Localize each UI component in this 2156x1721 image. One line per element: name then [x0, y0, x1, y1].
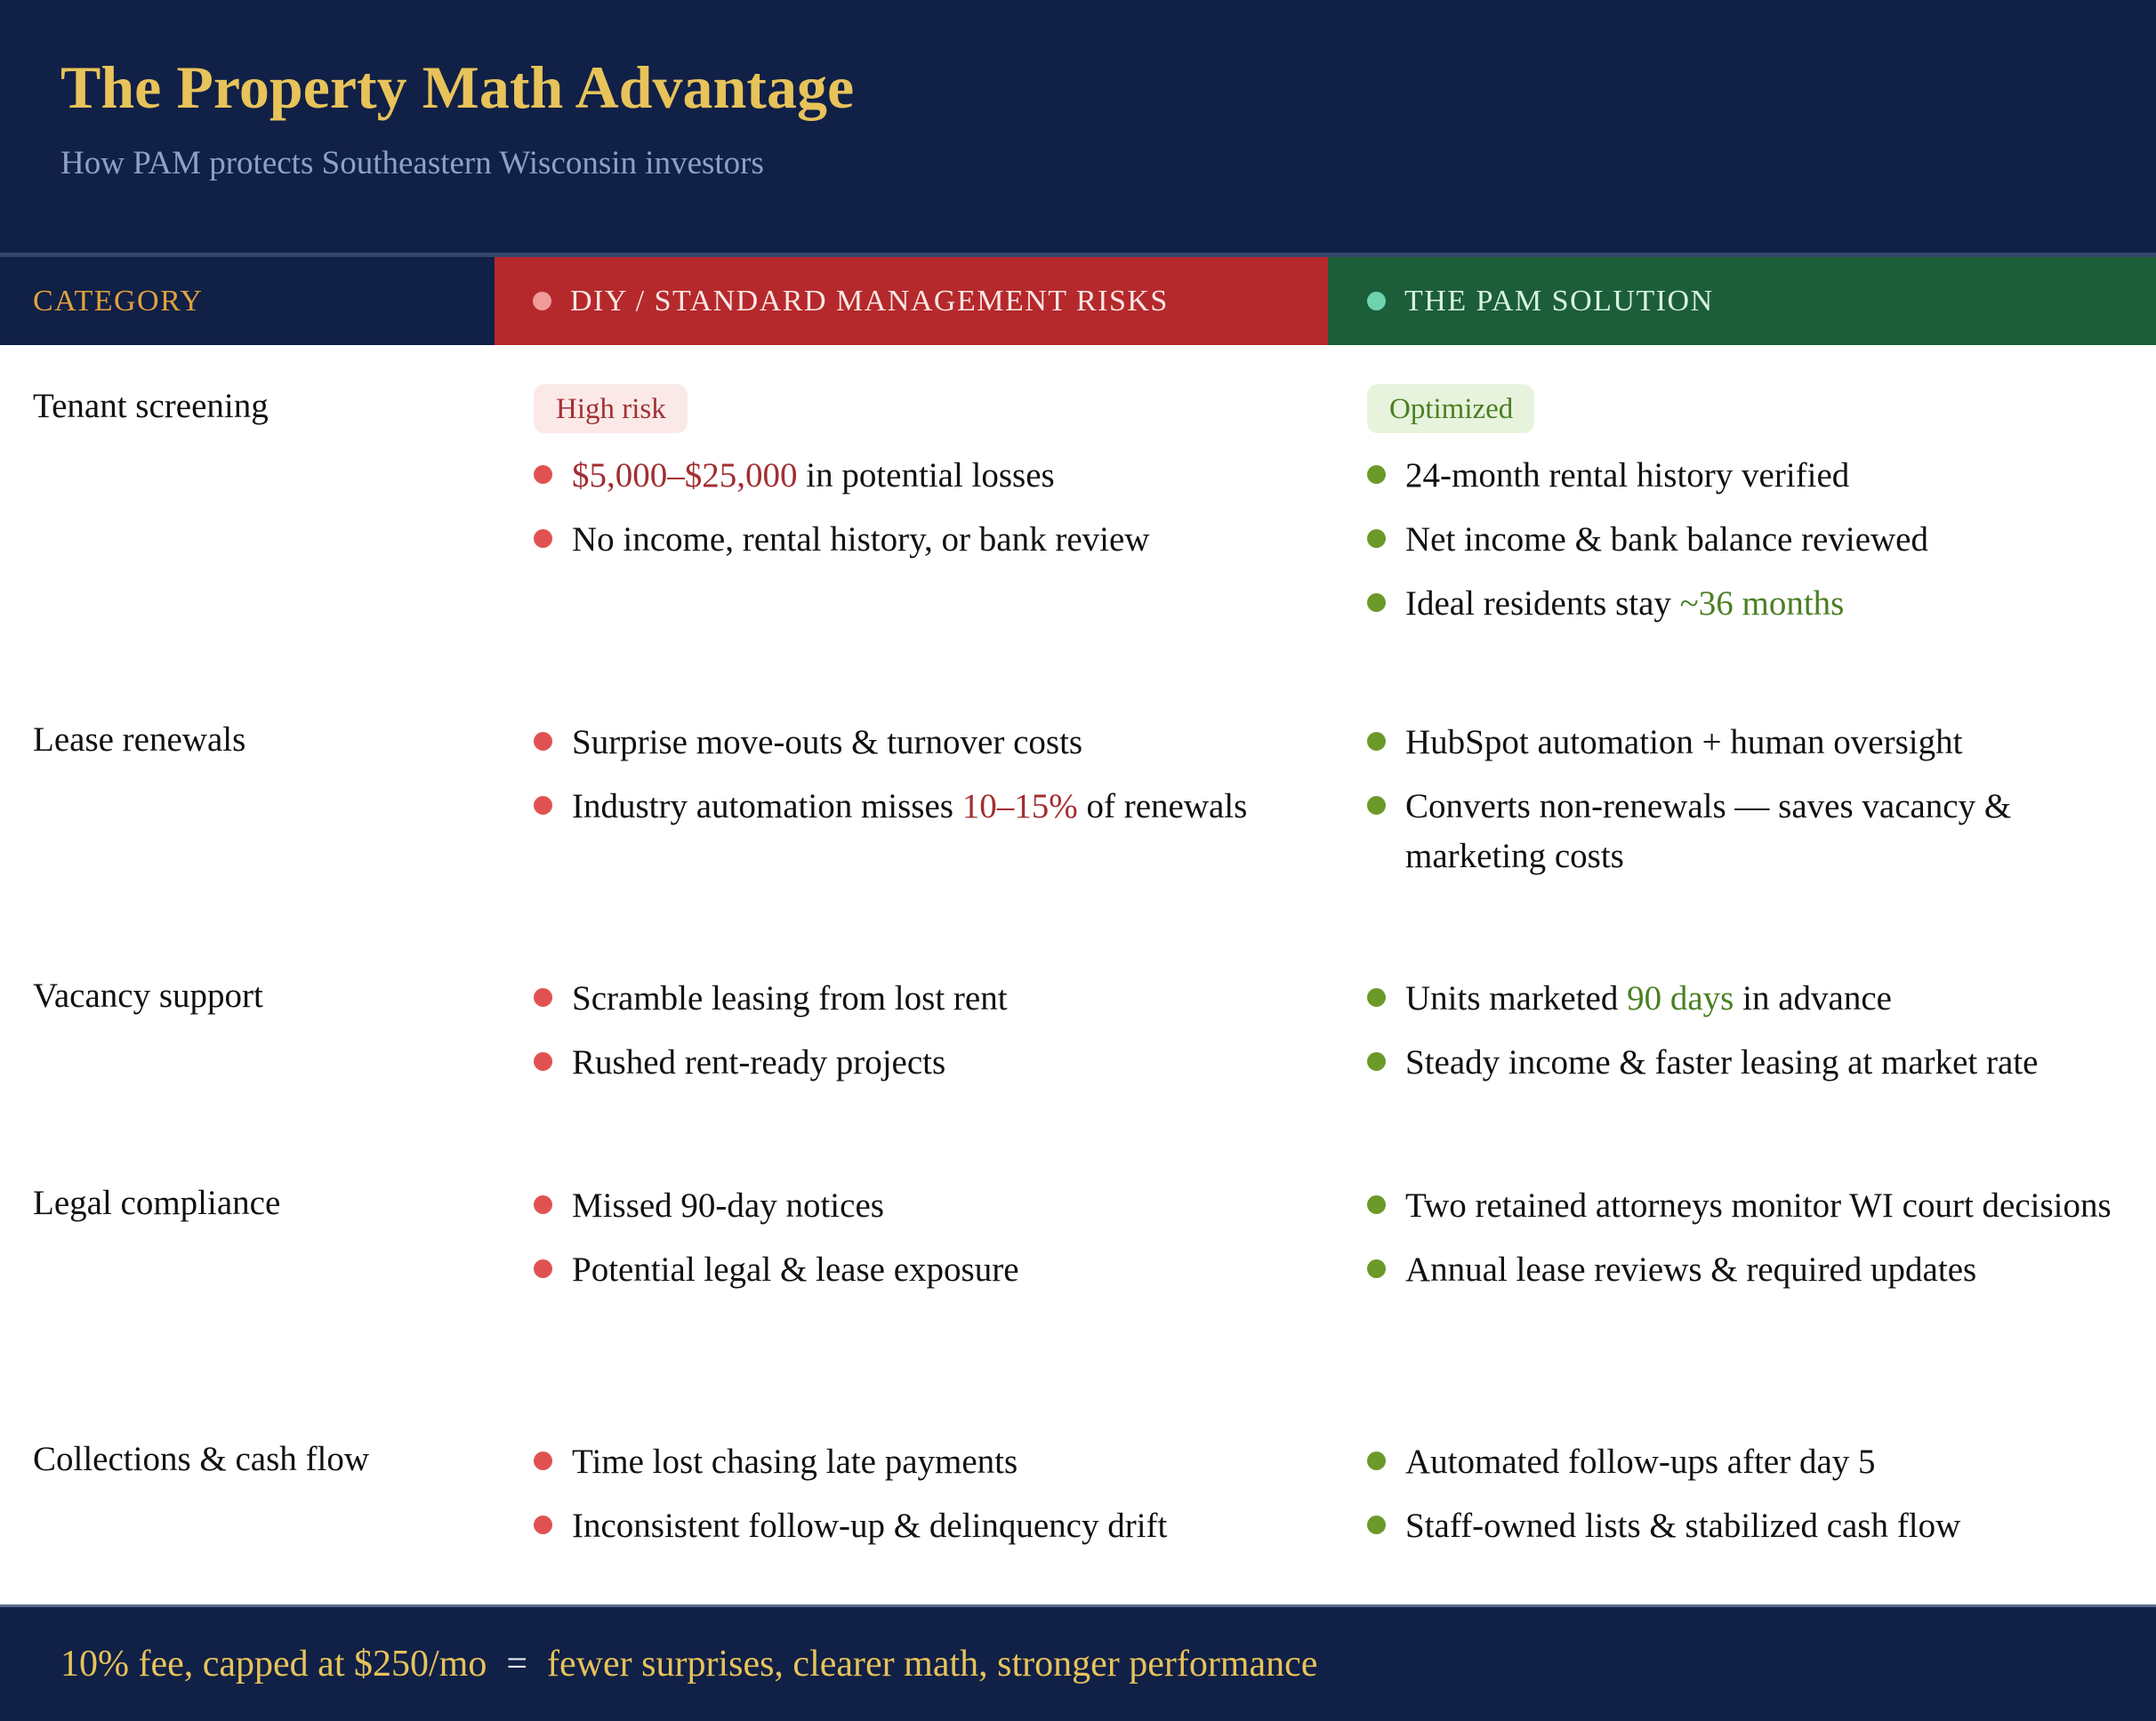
bullet-icon	[1367, 1259, 1386, 1278]
list-item: Missed 90-day notices	[534, 1181, 1316, 1231]
column-header-category	[0, 257, 495, 345]
bullet-icon	[534, 732, 552, 751]
solution-cell	[1367, 384, 2132, 643]
list-item: Annual lease reviews & required updates	[1367, 1245, 2132, 1295]
list-item: Converts non-renewals — saves vacancy & marketing costs	[1367, 782, 2132, 881]
solution-cell	[1367, 1437, 2132, 1565]
list-item: Inconsistent follow-up & delinquency drift	[534, 1501, 1316, 1551]
column-header-solution	[1328, 257, 2156, 345]
solution-cell	[1367, 974, 2132, 1102]
solution-dot-icon	[1367, 292, 1386, 310]
column-header-risks	[495, 257, 1328, 345]
row-category: Tenant screening	[33, 387, 269, 425]
bullet-icon	[1367, 988, 1386, 1007]
bullet-icon	[534, 1195, 552, 1214]
row-category: Lease renewals	[33, 720, 246, 759]
bullet-icon	[1367, 1195, 1386, 1214]
bullet-icon	[1367, 1452, 1386, 1470]
summary-footer	[0, 1604, 2156, 1721]
page-title: The Property Math Advantage	[60, 53, 855, 121]
bullet-icon	[534, 988, 552, 1007]
hero-header	[0, 0, 2156, 254]
highlight-amount: $5,000–$25,000	[572, 456, 798, 495]
solution-cell	[1367, 718, 2132, 896]
bullet-icon	[1367, 1516, 1386, 1534]
bullet-icon	[1367, 465, 1386, 484]
list-item: Industry automation misses 10–15% of renewals	[534, 782, 1316, 832]
row-category: Vacancy support	[33, 977, 263, 1015]
row-category: Legal compliance	[33, 1184, 281, 1222]
bullet-icon	[1367, 529, 1386, 548]
highlight-days: 90 days	[1627, 979, 1734, 1017]
bullet-icon	[534, 796, 552, 815]
list-item: No income, rental history, or bank review	[534, 515, 1316, 565]
list-item: Net income & bank balance reviewed	[1367, 515, 2132, 565]
column-header-category-label: CATEGORY	[33, 284, 204, 318]
bullet-icon	[1367, 1052, 1386, 1071]
optimized-badge: Optimized	[1367, 384, 1534, 433]
bullet-icon	[1367, 796, 1386, 815]
list-item: Scramble leasing from lost rent	[534, 974, 1316, 1024]
bullet-icon	[534, 1052, 552, 1071]
bullet-icon	[534, 1259, 552, 1278]
row-category: Collections & cash flow	[33, 1440, 370, 1478]
risk-dot-icon	[533, 292, 551, 310]
bullet-icon	[534, 465, 552, 484]
list-item: Steady income & faster leasing at market rate	[1367, 1038, 2132, 1088]
column-header-risks-label: DIY / STANDARD MANAGEMENT RISKS	[570, 284, 1169, 318]
list-item: Rushed rent-ready projects	[534, 1038, 1316, 1088]
list-item: Automated follow-ups after day 5	[1367, 1437, 2132, 1487]
list-item: Ideal residents stay ~36 months	[1367, 579, 2132, 629]
page-subtitle: How PAM protects Southeastern Wisconsin investors	[60, 145, 764, 181]
list-item: Staff-owned lists & stabilized cash flow	[1367, 1501, 2132, 1551]
risk-cell	[534, 718, 1316, 846]
high-risk-badge: High risk	[534, 384, 688, 433]
risk-cell	[534, 1181, 1316, 1309]
list-item: 24-month rental history verified	[1367, 451, 2132, 501]
benefit-statement: fewer surprises, clearer math, stronger performance	[547, 1644, 1318, 1685]
fee-statement: 10% fee, capped at $250/mo	[60, 1644, 487, 1685]
list-item: HubSpot automation + human oversight	[1367, 718, 2132, 768]
bullet-icon	[534, 1516, 552, 1534]
list-item: $5,000–$25,000 in potential losses	[534, 451, 1316, 501]
list-item: Two retained attorneys monitor WI court decisions	[1367, 1181, 2132, 1231]
list-item: Potential legal & lease exposure	[534, 1245, 1316, 1295]
bullet-icon	[1367, 593, 1386, 612]
list-item: Surprise move-outs & turnover costs	[534, 718, 1316, 768]
risk-cell	[534, 974, 1316, 1102]
highlight-duration: ~36 months	[1679, 584, 1845, 623]
bullet-icon	[534, 1452, 552, 1470]
highlight-percent: 10–15%	[961, 787, 1078, 825]
solution-cell	[1367, 1181, 2132, 1309]
equals-sign: =	[506, 1644, 528, 1685]
bullet-icon	[534, 529, 552, 548]
list-item: Units marketed 90 days in advance	[1367, 974, 2132, 1024]
bullet-icon	[1367, 732, 1386, 751]
column-header-solution-label: THE PAM SOLUTION	[1404, 284, 1714, 318]
risk-cell	[534, 384, 1316, 579]
risk-cell	[534, 1437, 1316, 1565]
list-item: Time lost chasing late payments	[534, 1437, 1316, 1487]
